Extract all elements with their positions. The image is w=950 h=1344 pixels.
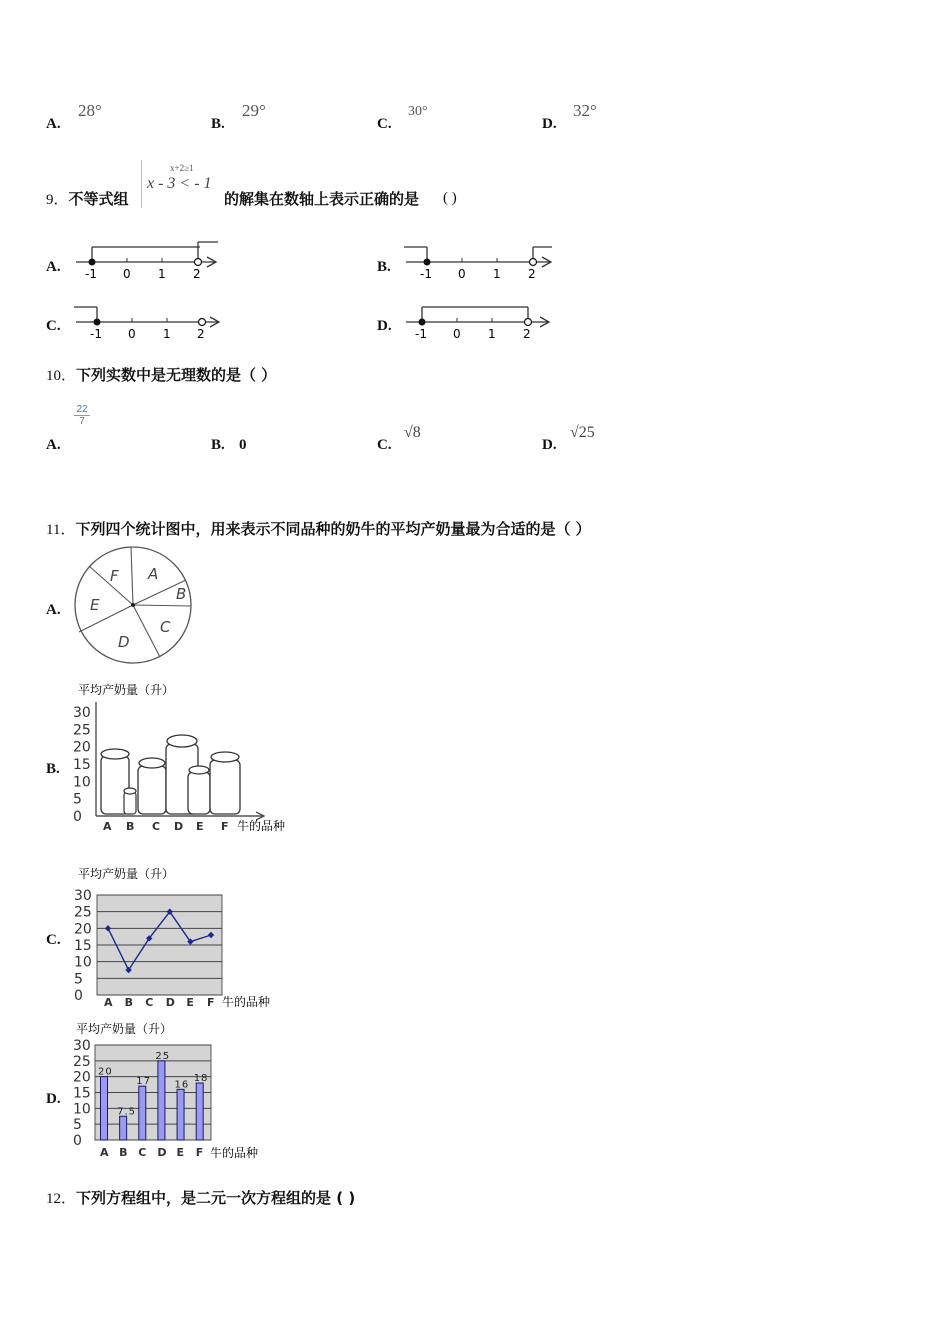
category-label: C [145,996,154,1009]
q9-numberline-d [400,298,560,343]
tick-label: 15 [73,1085,91,1102]
tick-label: 30 [74,888,92,904]
tick-label: 20 [73,739,91,756]
tick-label: 30 [73,705,91,721]
tick-label: 0 [123,267,131,281]
tick-label: 10 [73,774,91,791]
q11-line-chart [70,864,290,1010]
jar-c [138,758,166,814]
pictogram-y-axis [73,705,91,825]
category-label: B [126,820,135,833]
pictogram-xlabel: 牛的品种 [237,819,286,833]
category-label: F [221,820,229,833]
pictogram-x-axis [103,820,229,833]
pie-label-a: A [148,565,159,583]
tick-label: 10 [74,954,92,971]
q8-option-b-value: 29° [242,101,266,120]
q10-option-b-label: B. [211,437,225,453]
q8-option-c-label: C. [377,116,392,132]
q9-system-top: x+2≥1 [170,163,194,173]
tick-label: 5 [74,971,83,988]
tick-label: 20 [73,1069,91,1086]
q10-option-c-value: √8 [404,424,421,441]
tick-label: 2 [528,267,536,281]
bar [158,1061,165,1140]
tick-label: 0 [73,1133,82,1149]
tick-label: 2 [193,267,201,281]
q9-numberline-a [70,238,225,283]
tick-label: 0 [73,809,82,825]
q9-option-b-label: B. [377,259,391,275]
tick-label: 25 [73,722,91,739]
q11-stem [46,518,591,539]
q9-suffix: 的解集在数轴上表示正确的是 [224,190,420,208]
jar-b [124,788,136,814]
tick-label: 25 [73,1053,91,1070]
category-label: A [104,996,113,1009]
category-label: B [119,1146,128,1159]
tick-label: 1 [163,327,171,341]
pie-label-c: C [160,618,171,636]
bar [120,1116,127,1140]
category-label: F [207,996,215,1009]
data-label: 18 [193,1073,209,1084]
category-label: F [195,1146,204,1159]
q9-system-bottom: x - 3 < - 1 [147,175,212,192]
bar-chart-ylabel: 平均产奶量（升） [76,1022,173,1036]
tick-label: 10 [73,1101,91,1118]
tick-label: -1 [420,267,432,281]
q11-option-c-label: C. [46,932,61,948]
pie-label-d: D [118,633,130,651]
category-label: D [165,996,175,1009]
q10-text: 下列实数中是无理数的是（ ） [76,366,277,384]
tick-label: -1 [85,267,97,281]
category-label: C [152,820,161,833]
category-label: E [186,996,194,1009]
q10-option-c-label: C. [377,437,392,453]
bar-chart-xlabel: 牛的品种 [210,1146,259,1160]
tick-label: 20 [74,921,92,938]
q9-prefix: 不等式组 [68,190,129,208]
q8-option-a-label: A. [46,116,61,132]
q8-option-d-value: 32° [573,101,597,120]
q10-stem [46,364,276,385]
tick-label: 1 [488,327,496,341]
data-label: 7.5 [117,1106,137,1118]
q11-text: 下列四个统计图中，用来表示不同品种的奶牛的平均产奶量最为合适的是（ ） [75,520,591,538]
q8-option-b-label: B. [211,116,225,132]
tick-label: 1 [158,267,166,281]
data-label: 20 [98,1066,113,1078]
q9-paren: ( ) [443,190,457,206]
q11-option-b-label: B. [46,761,60,777]
q12-number: 12． [46,1191,77,1207]
pie-label-e: E [90,596,100,614]
data-label: 25 [155,1050,171,1062]
q10-option-a-fraction [74,404,90,427]
q8-option-c-value: 30° [408,104,428,119]
pie-label-b: B [176,585,187,603]
q9-number: 9． [46,192,69,208]
q8-option-d-label: D. [542,116,557,132]
category-label: A [100,1146,109,1159]
tick-label: 15 [73,757,91,773]
q9-option-d-label: D. [377,318,392,334]
tick-label: 2 [197,327,205,341]
line-chart-xlabel: 牛的品种 [222,995,271,1009]
bar [139,1086,146,1140]
q10-option-a-label: A. [46,437,61,453]
q12-text: 下列方程组中，是二元一次方程组的是 ( ) [76,1189,356,1207]
q8-option-a-value: 28° [78,101,102,120]
tick-label: 5 [73,791,82,808]
q9-option-a-label: A. [46,259,61,275]
q12-stem [46,1187,355,1208]
tick-label: 0 [74,988,83,1004]
bar [177,1089,184,1140]
q10-number: 10． [46,368,77,384]
q9-numberline-b [400,238,560,283]
q10-option-d-label: D. [542,437,557,453]
q11-number: 11． [46,522,76,538]
jar-f [210,752,240,814]
line-chart-ylabel: 平均产奶量（升） [78,867,175,881]
tick-label: 25 [74,904,92,921]
pie-label-f: F [110,567,119,585]
tick-label: -1 [90,327,102,341]
category-label: E [176,1146,185,1159]
data-label: 17 [136,1076,152,1088]
q11-pie-chart [72,546,197,668]
pictogram-ylabel: 平均产奶量（升） [78,683,175,697]
q11-option-a-label: A. [46,602,61,618]
bar [196,1083,203,1140]
tick-label: 0 [453,327,461,341]
q10-option-b-value: 0 [239,437,247,453]
q9-stem [46,188,129,209]
category-label: C [138,1146,147,1159]
category-label: D [157,1146,167,1159]
tick-label: 2 [523,327,531,341]
tick-label: 0 [458,267,466,281]
q9-system-brace [141,160,144,208]
category-label: E [196,820,204,833]
q11-option-d-label: D. [46,1091,61,1107]
q10-fraction-numerator: 22 [74,404,90,416]
tick-label: -1 [415,327,427,341]
tick-label: 15 [74,938,92,954]
data-label: 16 [174,1079,190,1091]
bar [101,1077,108,1140]
q11-pictogram-chart [70,680,310,838]
q10-option-d-value: √25 [570,424,595,441]
tick-label: 30 [73,1038,91,1054]
tick-label: 0 [128,327,136,341]
category-label: B [124,996,133,1009]
jar-e [188,766,210,814]
category-label: D [174,820,184,833]
tick-label: 1 [493,267,501,281]
q9-numberline-c [70,298,230,343]
q10-fraction-denominator: 7 [79,416,85,427]
q11-bar-chart [70,1020,280,1164]
q9-option-c-label: C. [46,318,61,334]
category-label: A [103,820,112,833]
tick-label: 5 [73,1117,82,1134]
